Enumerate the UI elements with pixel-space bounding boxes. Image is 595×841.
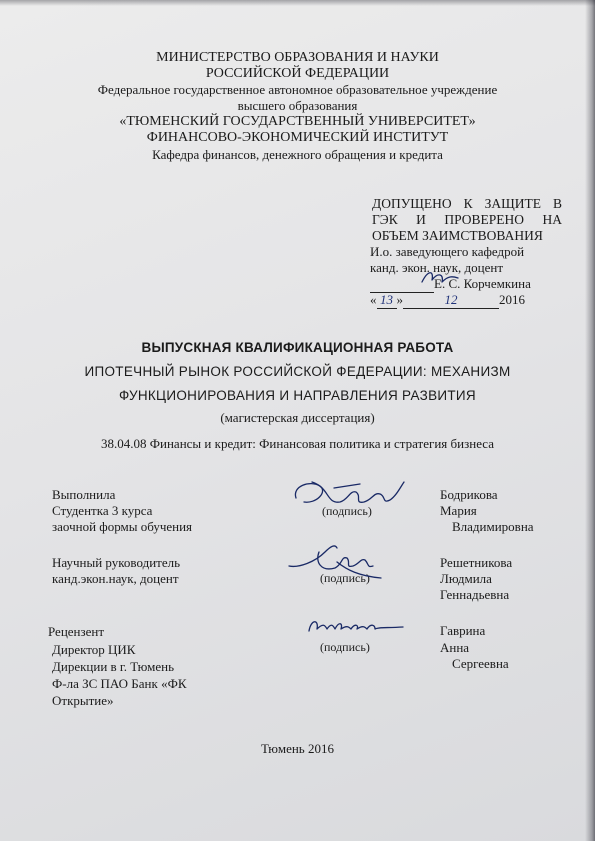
thesis-subtitle: (магистерская диссертация) <box>220 410 375 425</box>
supervisor-handwritten-signature <box>285 538 385 583</box>
institute-name: ФИНАНСОВО-ЭКОНОМИЧЕСКИЙ ИНСТИТУТ <box>146 130 449 145</box>
institution-line-1: Федеральное государственное автономное образовательное учреждение <box>97 82 498 97</box>
supervisor-first-name: Людмила <box>440 571 492 586</box>
date-year: 2016 <box>499 292 525 307</box>
university-name: «ТЮМЕНСКИЙ ГОСУДАРСТВЕННЫЙ УНИВЕРСИТЕТ» <box>119 114 476 129</box>
supervisor-surname: Решетникова <box>440 555 513 570</box>
topic-line-1: ИПОТЕЧНЫЙ РЫНОК РОССИЙСКОЙ ФЕДЕРАЦИИ: МЕХАНИЗМ <box>84 364 511 379</box>
author-first-name: Мария <box>440 503 477 518</box>
date-open-quote: « <box>370 292 377 307</box>
supervisor-role-1: Научный руководитель <box>52 555 181 570</box>
reviewer-role-4: Ф-ла ЗС ПАО Банк «ФК <box>52 676 187 691</box>
work-type: ВЫПУСКНАЯ КВАЛИФИКАЦИОННАЯ РАБОТА <box>141 340 454 355</box>
approval-line-2: ГЭК И ПРОВЕРЕНО НА <box>372 212 562 227</box>
ministry-line-1: МИНИСТЕРСТВО ОБРАЗОВАНИЯ И НАУКИ <box>156 50 439 65</box>
supervisor-patronymic: Геннадьевна <box>440 587 510 602</box>
date-close-quote: » <box>396 292 403 307</box>
date-day: 13 <box>377 292 397 309</box>
author-role-1: Выполнила <box>52 487 116 502</box>
author-patronymic: Владимировна <box>452 519 534 534</box>
date-month: 12 <box>403 292 499 309</box>
approval-handwritten-signature <box>420 268 460 288</box>
reviewer-sign-label: (подпись) <box>320 640 370 654</box>
institution-line-2: высшего образования <box>237 98 358 113</box>
author-role-3: заочной формы обучения <box>52 519 193 534</box>
page-shadow-top <box>0 0 595 6</box>
supervisor-sign-label: (подпись) <box>320 571 370 585</box>
department-name: Кафедра финансов, денежного обращения и кредита <box>152 147 443 162</box>
approval-date <box>370 292 525 309</box>
approval-line-1: ДОПУЩЕНО К ЗАЩИТЕ В <box>372 196 562 211</box>
topic-line-2: ФУНКЦИОНИРОВАНИЯ И НАПРАВЛЕНИЯ РАЗВИТИЯ <box>119 388 476 403</box>
supervisor-role-2: канд.экон.наук, доцент <box>52 571 179 586</box>
reviewer-patronymic: Сергеевна <box>452 656 509 671</box>
reviewer-surname: Гаврина <box>440 623 486 638</box>
approval-line-3: ОБЪЕМ ЗАИМСТВОВАНИЯ <box>372 228 543 243</box>
specialty-line: 38.04.08 Финансы и кредит: Финансовая политика и стратегия бизнеса <box>101 436 494 451</box>
reviewer-role-3: Дирекции в г. Тюмень <box>52 659 175 674</box>
ministry-line-2: РОССИЙСКОЙ ФЕДЕРАЦИИ <box>205 66 390 81</box>
reviewer-handwritten-signature <box>305 615 405 637</box>
city-year: Тюмень 2016 <box>261 741 334 756</box>
author-surname: Бодрикова <box>440 487 498 502</box>
reviewer-role-2: Директор ЦИК <box>52 642 136 657</box>
reviewer-role-5: Открытие» <box>52 693 114 708</box>
approval-position: И.о. заведующего кафедрой <box>370 244 525 259</box>
approval-degree: канд. экон. наук, доцент <box>370 260 504 275</box>
reviewer-first-name: Анна <box>440 640 470 655</box>
reviewer-role-1: Рецензент <box>48 624 105 639</box>
approval-name: Е. С. Корчемкина <box>434 276 531 291</box>
author-sign-label: (подпись) <box>322 504 372 518</box>
author-role-2: Студентка 3 курса <box>52 503 153 518</box>
author-handwritten-signature <box>290 478 405 516</box>
